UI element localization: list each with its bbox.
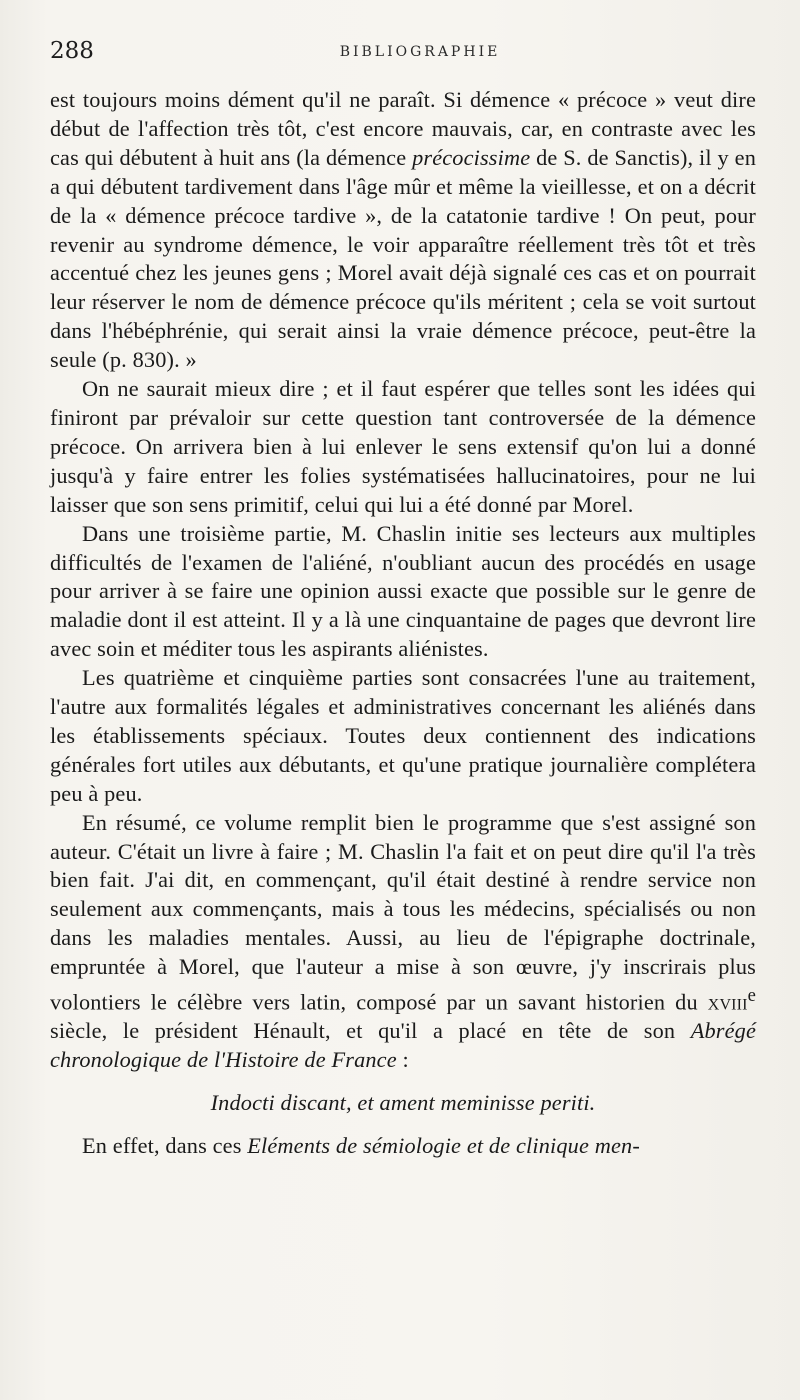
paragraph-1-text-b: de S. de Sanctis), il y en a qui débutent tardivement dans l'âge mûr et même la vieillesse, et on a décrit de la « démence précoce tardive », de la catatonie tardive ! On peut, pour revenir au syndrome démence, le voir apparaître réellement très tôt et très accentué chez les jeunes gens ; Morel avait déjà signalé ces cas et on pourrait leur réserver le nom de démence précoce qu'ils méritent ; cela se voit surtout dans l'hébéphrénie, qui serait ainsi la vraie démence précoce, peut-être la seule (p. 830). » bbox=[50, 144, 756, 373]
paragraph-5-text-c: : bbox=[396, 1047, 409, 1073]
paragraph-6 bbox=[50, 1132, 756, 1161]
paragraph-5-text-b: siècle, le président Hénault, et qu'il a placé en tête de son bbox=[50, 1018, 691, 1044]
book-title-italic: Abrégé chronologique de l'Histoire de France bbox=[50, 1018, 756, 1073]
paragraph-1-text-a: est toujours moins dément qu'il ne paraît. Si démence « précoce » veut dire début de l'affection très tôt, c'est encore mauvais, car, en contraste avec les cas qui débutent à huit ans (la démence bbox=[50, 87, 756, 170]
paragraph-2: On ne saurait mieux dire ; et il faut espérer que telles sont les idées qui finiront par prévaloir sur cette question tant controversée de la démence précoce. On arrivera bien à lui enlever le sens extensif qu'on lui a donné jusqu'à y faire entrer les folies systématisées hallucinatoires, pour ne lui laisser que son sens primitif, celui qui lui a été donné par Morel. bbox=[50, 376, 756, 517]
page-header bbox=[50, 38, 750, 68]
paragraph-6-text-a: En effet, dans ces bbox=[82, 1133, 248, 1159]
latin-verse: Indocti discant, et ament meminisse periti. bbox=[210, 1090, 596, 1116]
body-text bbox=[50, 86, 756, 1161]
paragraph-6-italic: Eléments de sémiologie et de clinique men- bbox=[247, 1133, 640, 1159]
century-numeral: xviii bbox=[707, 989, 748, 1015]
page-number: 288 bbox=[50, 38, 94, 64]
paragraph-1-italic: précocissime bbox=[412, 144, 531, 170]
paragraph-5-text-a: En résumé, ce volume remplit bien le programme que s'est assigné son auteur. C'était un livre à faire ; M. Chaslin l'a fait et on peut dire qu'il l'a très bien fait. J'ai dit, en commençant, qu'il était destiné à rendre service non seulement aux commençants, mais à tous les médecins, spécialisés ou non dans les maladies mentales. Aussi, au lieu de l'épigraphe doctrinale, empruntée à Morel, que l'auteur a mise à son œuvre, j'y inscrirais plus volontiers le célèbre vers latin, composé par un savant historien du bbox=[50, 809, 756, 1015]
paragraph-4: Les quatrième et cinquième parties sont consacrées l'une au traitement, l'autre aux formalités légales et administratives concernant les aliénés dans les établissements spéciaux. Toutes deux contiennent des indications générales fort utiles aux débutants, et qu'une pratique journalière complétera peu à peu. bbox=[50, 665, 756, 806]
paragraph-3: Dans une troisième partie, M. Chaslin initie ses lecteurs aux multiples difficultés de l'examen de l'aliéné, n'oubliant aucun des procédés en usage pour arriver à se faire une opinion aussi exacte que possible sur le genre de maladie dont il est atteint. Il y a là une cinquantaine de pages que devront lire avec soin et méditer tous les aspirants aliénistes. bbox=[50, 520, 756, 662]
century-superscript: e bbox=[747, 985, 756, 1007]
paragraph-1 bbox=[50, 86, 756, 375]
running-head: BIBLIOGRAPHIE bbox=[339, 44, 501, 60]
paragraph-5 bbox=[50, 809, 756, 1076]
